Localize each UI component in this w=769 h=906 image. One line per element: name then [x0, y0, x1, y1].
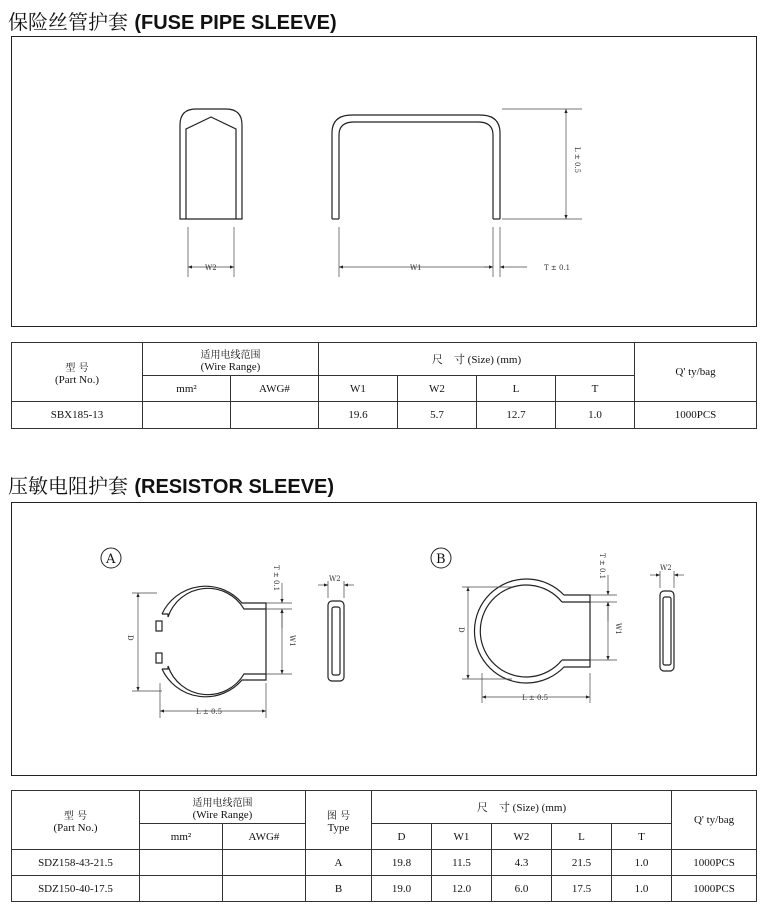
fuse-header-awg: AWG# [231, 376, 319, 402]
cell-w1: 19.6 [319, 402, 398, 429]
resistor-wire-cn: 适用电线范围 [192, 797, 253, 809]
resistor-header-w1: W1 [432, 824, 492, 850]
cell-awg [223, 876, 306, 902]
resistor-type-cn: 图 号 [326, 810, 351, 822]
cell-l: 21.5 [552, 850, 612, 876]
cell-l: 17.5 [552, 876, 612, 902]
fuse-header-qty: Q' ty/bag [635, 343, 757, 402]
resistor-header-size: 尺 寸 (Size) (mm) [372, 791, 672, 824]
cell-type: B [306, 876, 372, 902]
cell-t: 1.0 [556, 402, 635, 429]
type-b-end-view [660, 591, 674, 671]
cell-w2: 4.3 [492, 850, 552, 876]
cell-d: 19.0 [372, 876, 432, 902]
cell-part: SBX185-13 [12, 402, 143, 429]
table-row [12, 850, 757, 876]
resistor-header-wire [140, 791, 306, 824]
cell-part: SDZ150-40-17.5 [12, 876, 140, 902]
table-row [12, 402, 757, 429]
resistor-title-en: (RESISTOR SLEEVE) [134, 476, 335, 498]
cell-part: SDZ158-43-21.5 [12, 850, 140, 876]
type-a-dim-w2: W2 [329, 575, 341, 583]
cell-qty: 1000PCS [672, 850, 757, 876]
resistor-spec-table [11, 790, 757, 902]
fuse-drawing-panel [11, 36, 757, 327]
cell-mm [140, 850, 223, 876]
resistor-part-en: (Part No.) [53, 821, 98, 834]
cell-qty: 1000PCS [635, 402, 757, 429]
type-a-dim-l: L ± 0.5 [196, 708, 223, 716]
fuse-spec-table [11, 342, 757, 429]
resistor-header-qty: Q' ty/bag [672, 791, 757, 850]
type-b-letter: B [436, 552, 446, 567]
resistor-header-type [306, 791, 372, 850]
resistor-header-l: L [552, 824, 612, 850]
type-b-dim-t: T ± 0.1 [598, 553, 606, 580]
cell-awg [231, 402, 319, 429]
type-b-dim-w1: W1 [614, 623, 622, 635]
type-b-dim-w2: W2 [660, 564, 672, 572]
resistor-title-cn: 压敏电阻护套 [8, 474, 128, 498]
cell-qty: 1000PCS [672, 876, 757, 902]
cell-t: 1.0 [612, 876, 672, 902]
cell-type: A [306, 850, 372, 876]
fuse-header-part [12, 343, 143, 402]
fuse-dim-w1: W1 [410, 264, 422, 272]
resistor-header-part [12, 791, 140, 850]
type-a-label [101, 548, 121, 568]
resistor-part-cn: 型 号 [63, 810, 88, 822]
cell-d: 19.8 [372, 850, 432, 876]
cell-t: 1.0 [612, 850, 672, 876]
fuse-dim-t: T ± 0.1 [544, 264, 571, 272]
cell-mm [140, 876, 223, 902]
fuse-header-w1: W1 [319, 376, 398, 402]
fuse-section-title [8, 6, 337, 35]
type-b-label [431, 548, 451, 568]
resistor-drawing-panel [11, 502, 757, 776]
type-a-end-view [328, 601, 344, 681]
fuse-end-view [180, 109, 242, 219]
cell-w1: 12.0 [432, 876, 492, 902]
fuse-header-wire [143, 343, 319, 376]
type-a-letter: A [106, 552, 116, 567]
type-a-side-view [156, 586, 266, 697]
fuse-title-cn: 保险丝管护套 [8, 10, 128, 34]
resistor-header-w2: W2 [492, 824, 552, 850]
resistor-header-t: T [612, 824, 672, 850]
fuse-dim-w2: W2 [205, 264, 217, 272]
fuse-header-l: L [477, 376, 556, 402]
resistor-header-awg: AWG# [223, 824, 306, 850]
fuse-part-en: (Part No.) [55, 373, 99, 386]
resistor-type-en: Type [327, 821, 350, 834]
fuse-header-t: T [556, 376, 635, 402]
fuse-part-cn: 型 号 [65, 362, 89, 374]
type-a-dim-w1: W1 [288, 635, 296, 647]
fuse-side-view [332, 115, 500, 219]
fuse-header-size: 尺 寸 (Size) (mm) [319, 343, 635, 376]
cell-w1: 11.5 [432, 850, 492, 876]
resistor-header-mm: mm² [140, 824, 223, 850]
type-b-side-view [474, 579, 590, 683]
cell-awg [223, 850, 306, 876]
fuse-header-mm: mm² [143, 376, 231, 402]
type-b-dim-d: D [457, 627, 465, 633]
cell-mm [143, 402, 231, 429]
fuse-dim-l: L ± 0.5 [573, 147, 581, 174]
type-b-dim-l: L ± 0.5 [522, 694, 549, 702]
resistor-drawing [12, 503, 756, 775]
resistor-header-d: D [372, 824, 432, 850]
fuse-title-en: (FUSE PIPE SLEEVE) [134, 12, 337, 34]
fuse-wire-cn: 适用电线范围 [200, 349, 261, 361]
cell-w2: 6.0 [492, 876, 552, 902]
resistor-wire-en: (Wire Range) [192, 808, 253, 821]
type-a-dim-d: D [126, 635, 134, 641]
fuse-drawing [12, 37, 756, 326]
cell-w2: 5.7 [398, 402, 477, 429]
fuse-wire-en: (Wire Range) [200, 360, 261, 373]
cell-l: 12.7 [477, 402, 556, 429]
resistor-section-title [8, 470, 334, 499]
fuse-header-w2: W2 [398, 376, 477, 402]
type-a-dim-t: T ± 0.1 [272, 565, 280, 592]
table-row [12, 876, 757, 902]
